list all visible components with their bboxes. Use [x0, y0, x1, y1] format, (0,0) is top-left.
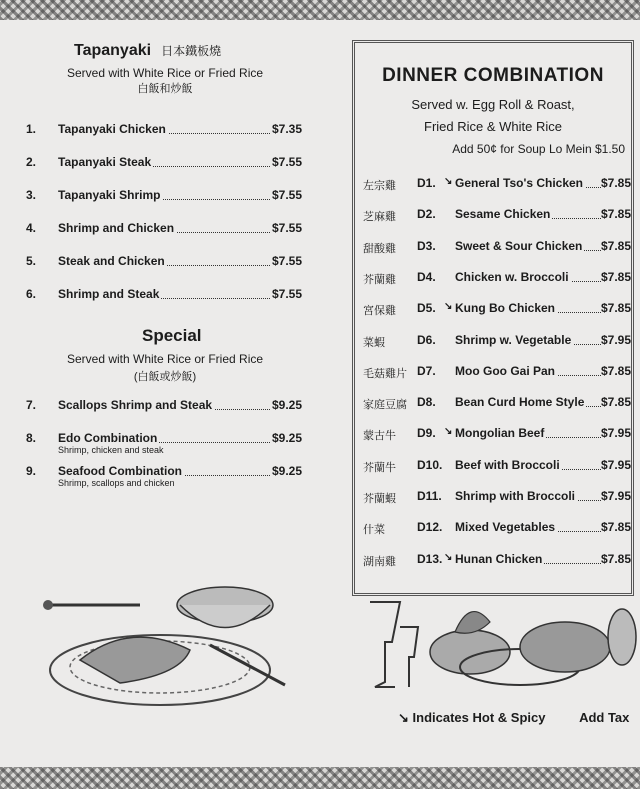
dinner-title: DINNER COMBINATION: [382, 65, 604, 86]
item-name: Scallops Shrimp and Steak: [58, 398, 213, 412]
item-code: D1.: [417, 176, 436, 190]
menu-item: [0, 122, 330, 140]
item-code: D8.: [417, 395, 436, 410]
item-price: $7.95: [601, 426, 632, 441]
item-code: D12.: [417, 520, 443, 535]
item-code: D9.: [417, 426, 436, 441]
item-name: Chicken w. Broccoli: [455, 269, 569, 284]
item-number: 7.: [26, 398, 37, 412]
item-name: General Tso's Chicken: [455, 176, 584, 190]
item-name-cn: 毛菇雞片: [363, 367, 407, 380]
item-price: $7.95: [601, 332, 632, 347]
menu-item: [0, 398, 330, 416]
item-name-cn: 芝麻雞: [363, 211, 396, 224]
hot-spicy-icon: ↘: [444, 301, 453, 313]
item-name-cn: 左宗雞: [363, 180, 396, 192]
menu-item: [0, 431, 330, 455]
dinner-item: [355, 239, 640, 257]
dinner-item: [355, 426, 640, 444]
item-name-cn: 菜蝦: [363, 336, 385, 349]
dinner-subtitle-2: Fried Rice & White Rice: [424, 119, 562, 134]
item-name: Shrimp w. Vegetable: [455, 332, 572, 347]
menu-item: [0, 155, 330, 173]
item-code: D2.: [417, 207, 436, 222]
item-note: Shrimp, scallops and chicken: [58, 478, 175, 488]
special-subtitle: Served with White Rice or Fried Rice: [66, 352, 264, 366]
tapanyaki-title: Tapanyaki: [74, 42, 152, 59]
item-number: 2.: [26, 155, 37, 169]
item-price: $9.25: [272, 464, 303, 478]
item-price: $7.85: [601, 551, 632, 566]
item-name-cn: 湖南雞: [363, 555, 396, 568]
item-code: D6.: [417, 332, 436, 347]
item-name-cn: 芥蘭蝦: [363, 493, 396, 505]
dinner-item: [355, 301, 640, 319]
item-name-cn: 芥蘭雞: [363, 273, 396, 286]
item-name: Tapanyaki Shrimp: [58, 188, 161, 202]
item-price: $7.85: [601, 301, 632, 316]
item-price: $7.85: [601, 269, 632, 284]
item-code: D13.: [417, 551, 443, 566]
item-name: Seafood Combination: [58, 464, 182, 478]
hot-spicy-icon: ↘: [444, 176, 453, 187]
menu-item: [0, 254, 330, 272]
food-illustration-right: [360, 592, 640, 702]
item-number: 5.: [26, 254, 37, 268]
item-name: Mixed Vegetables: [455, 520, 556, 535]
hot-spicy-icon: ↘: [444, 551, 453, 563]
item-number: 4.: [26, 221, 37, 235]
tapanyaki-heading: [74, 42, 221, 60]
item-price: $7.55: [272, 221, 303, 235]
item-price: $7.85: [601, 520, 632, 535]
item-price: $7.85: [601, 207, 632, 222]
item-number: 1.: [26, 122, 37, 136]
dinner-item: [355, 520, 640, 538]
food-illustration-left: [40, 575, 300, 715]
item-code: D7.: [417, 363, 436, 378]
dinner-soup-note: Add 50¢ for Soup Lo Mein $1.50: [452, 142, 625, 156]
item-price: $9.25: [272, 431, 303, 445]
item-price: $7.55: [272, 287, 303, 301]
item-name: Hunan Chicken: [455, 551, 543, 566]
item-price: $7.55: [272, 155, 303, 169]
item-name-cn: 家庭豆腐: [363, 399, 407, 412]
tapanyaki-subtitle-cn: 白飯和炒飯: [137, 83, 193, 95]
item-note: Shrimp, chicken and steak: [58, 445, 164, 455]
item-code: D10.: [417, 457, 443, 472]
special-title: Special: [142, 326, 202, 345]
item-code: D5.: [417, 301, 436, 316]
item-price: $9.25: [272, 398, 303, 412]
item-name: Shrimp with Broccoli: [455, 489, 576, 503]
dinner-item: [355, 270, 640, 288]
item-price: $7.85: [601, 395, 632, 410]
item-name: Kung Bo Chicken: [455, 301, 556, 316]
item-name-cn: 蒙古牛: [363, 430, 396, 443]
decorative-border-bottom: [0, 767, 640, 789]
item-price: $7.85: [601, 363, 632, 378]
dinner-item: [355, 395, 640, 413]
item-price: $7.85: [601, 238, 632, 253]
dinner-item: [355, 364, 640, 382]
hot-spicy-icon: ↘: [444, 426, 453, 438]
decorative-border-top: [0, 0, 640, 20]
item-number: 3.: [26, 188, 37, 202]
item-name: Sesame Chicken: [455, 207, 551, 222]
item-name: Tapanyaki Steak: [58, 155, 152, 169]
item-price: $7.35: [272, 122, 303, 136]
item-name: Bean Curd Home Style: [455, 395, 585, 410]
footer-legend: [398, 710, 629, 726]
hot-spicy-icon: ↘: [398, 710, 409, 725]
item-price: $7.95: [601, 489, 632, 503]
tapanyaki-title-cn: 日本鐵板燒: [161, 44, 222, 58]
item-price: $7.85: [601, 176, 632, 190]
item-code: D3.: [417, 238, 436, 253]
dinner-combination-box: [352, 40, 634, 596]
item-name: Moo Goo Gai Pan: [455, 363, 556, 378]
item-code: D4.: [417, 269, 436, 284]
item-name: Steak and Chicken: [58, 254, 165, 268]
item-number: 9.: [26, 464, 37, 478]
dinner-item: [355, 489, 640, 507]
dinner-item: [355, 458, 640, 476]
item-name: Tapanyaki Chicken: [58, 122, 166, 136]
dinner-item: [355, 207, 640, 225]
add-tax-note: Add Tax: [579, 710, 630, 725]
item-name: Beef with Broccoli: [455, 457, 560, 472]
item-name-cn: 什菜: [363, 524, 385, 537]
item-code: D11.: [417, 489, 442, 503]
item-name: Sweet & Sour Chicken: [455, 238, 583, 253]
hot-spicy-legend: Indicates Hot & Spicy: [412, 710, 546, 725]
menu-item: [0, 464, 330, 488]
item-name: Shrimp and Steak: [58, 287, 160, 301]
item-name: Edo Combination: [58, 431, 158, 445]
dinner-item: [355, 552, 640, 570]
menu-item: [0, 221, 330, 239]
item-number: 6.: [26, 287, 37, 301]
item-name-cn: 宮保雞: [363, 305, 396, 318]
dinner-item: [355, 333, 640, 351]
item-name: Mongolian Beef: [455, 426, 545, 441]
dinner-item: [355, 176, 640, 194]
item-price: $7.55: [272, 254, 303, 268]
item-price: $7.95: [601, 457, 632, 472]
item-price: $7.55: [272, 188, 303, 202]
menu-item: [0, 188, 330, 206]
item-number: 8.: [26, 431, 37, 445]
tapanyaki-subtitle: Served with White Rice or Fried Rice: [66, 66, 264, 80]
special-subtitle-cn: (白飯或炒飯): [133, 371, 197, 383]
dinner-subtitle-1: Served w. Egg Roll & Roast,: [411, 97, 575, 112]
item-name: Shrimp and Chicken: [58, 221, 175, 235]
item-name-cn: 芥蘭牛: [363, 461, 396, 474]
item-name-cn: 甜酸雞: [363, 242, 396, 255]
menu-item: [0, 287, 330, 305]
